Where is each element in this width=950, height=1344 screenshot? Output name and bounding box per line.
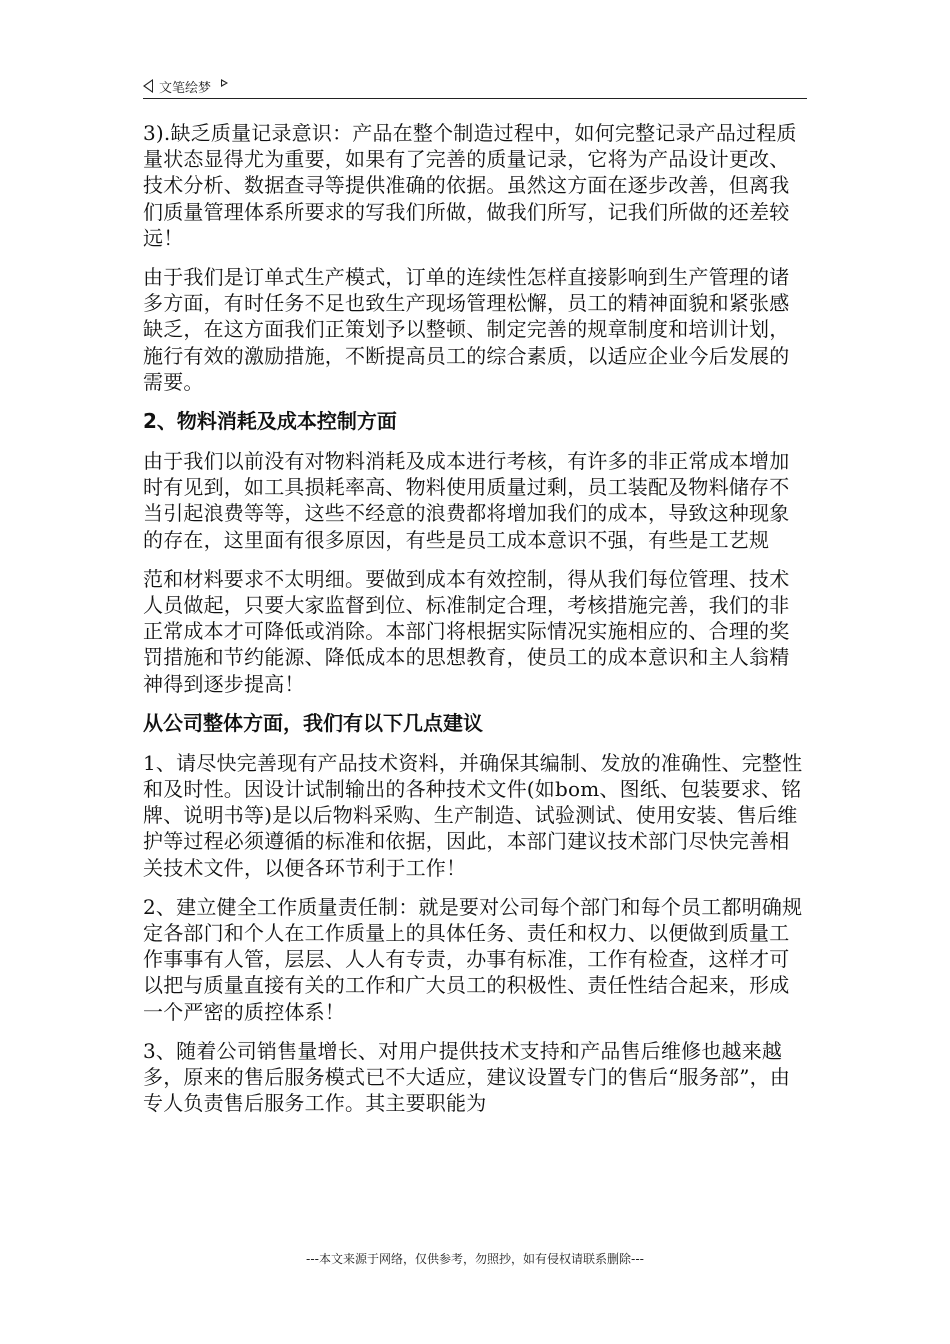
paragraph-cost-measures: 范和材料要求不太明细。要做到成本有效控制，得从我们每位管理、技术人员做起，只要大家监督到位、标准制定合理，考核措施完善，我们的非正常成本才可降低或消除。本部门将根据实际情况实施相应的、合理的奖罚措施和节约能源、降低成本的思想教育，使员工的成本意识和主人翁精神得到逐步提高！ (143, 566, 790, 696)
document-body (143, 120, 807, 1130)
left-triangle-icon (143, 79, 153, 93)
right-triangle-icon (221, 79, 228, 87)
paragraph-suggestion-1: 1、请尽快完善现有产品技术资料，并确保其编制、发放的准确性、完整性和及时性。因设计试制输出的各种技术文件(如bom、图纸、包装要求、铭牌、说明书等)是以后物料采购、生产制造、试验测试、使用安装、售后维护等过程必须遵循的标准和依据，因此，本部门建议技术部门尽快完善相关技术文件，以便各环节利于工作！ (143, 750, 803, 880)
paragraph-quality-records: 3).缺乏质量记录意识：产品在整个制造过程中，如何完整记录产品过程质量状态显得尤为重要，如果有了完善的质量记录，它将为产品设计更改、技术分析、数据查寻等提供准确的依据。虽然这方面在逐步改善，但离我们质量管理体系所要求的写我们所做，做我们所写，记我们所做的还差较远！ (143, 121, 797, 250)
paragraph-suggestion-2: 2、建立健全工作质量责任制：就是要对公司每个部门和每个员工都明确规定各部门和个人在工作质量上的具体任务、责任和权力、以便做到质量工作事事有人管，层层、人人有专责，办事有标准，工作有检查，这样才可以把与质量直接有关的工作和广大员工的积极性、责任性结合起来，形成一个严密的质控体系！ (143, 894, 803, 1024)
page-footer-disclaimer: ---本文来源于网络，仅供参考，勿照抄，如有侵权请联系删除--- (306, 1252, 644, 1266)
paragraph-order-production: 由于我们是订单式生产模式，订单的连续性怎样直接影响到生产管理的诸多方面，有时任务不足也致生产现场管理松懈，员工的精神面貌和紧张感缺乏，在这方面我们正策划予以整顿、制定完善的规章制度和培训计划，施行有效的激励措施，不断提高员工的综合素质，以适应企业今后发展的需要。 (143, 265, 790, 394)
header-brand: 文笔绘梦 (159, 80, 212, 96)
page-header (143, 74, 807, 99)
paragraph-material-consumption: 由于我们以前没有对物料消耗及成本进行考核，有许多的非正常成本增加时有见到，如工具损耗率高、物料使用质量过剩，员工装配及物料储存不当引起浪费等等，这些不经意的浪费都将增加我们的成本，导致这种现象的存在，这里面有很多原因，有些是员工成本意识不强，有些是工艺规 (143, 449, 790, 552)
section-heading-suggestions: 从公司整体方面，我们有以下几点建议 (143, 710, 483, 735)
section-heading-cost-control: 2、物料消耗及成本控制方面 (143, 409, 397, 434)
paragraph-suggestion-3: 3、随着公司销售量增长、对用户提供技术支持和产品售后维修也越来越多，原来的售后服务模式已不大适应，建议设置专门的售后“服务部”，由专人负责售后服务工作。其主要职能为 (143, 1038, 791, 1116)
